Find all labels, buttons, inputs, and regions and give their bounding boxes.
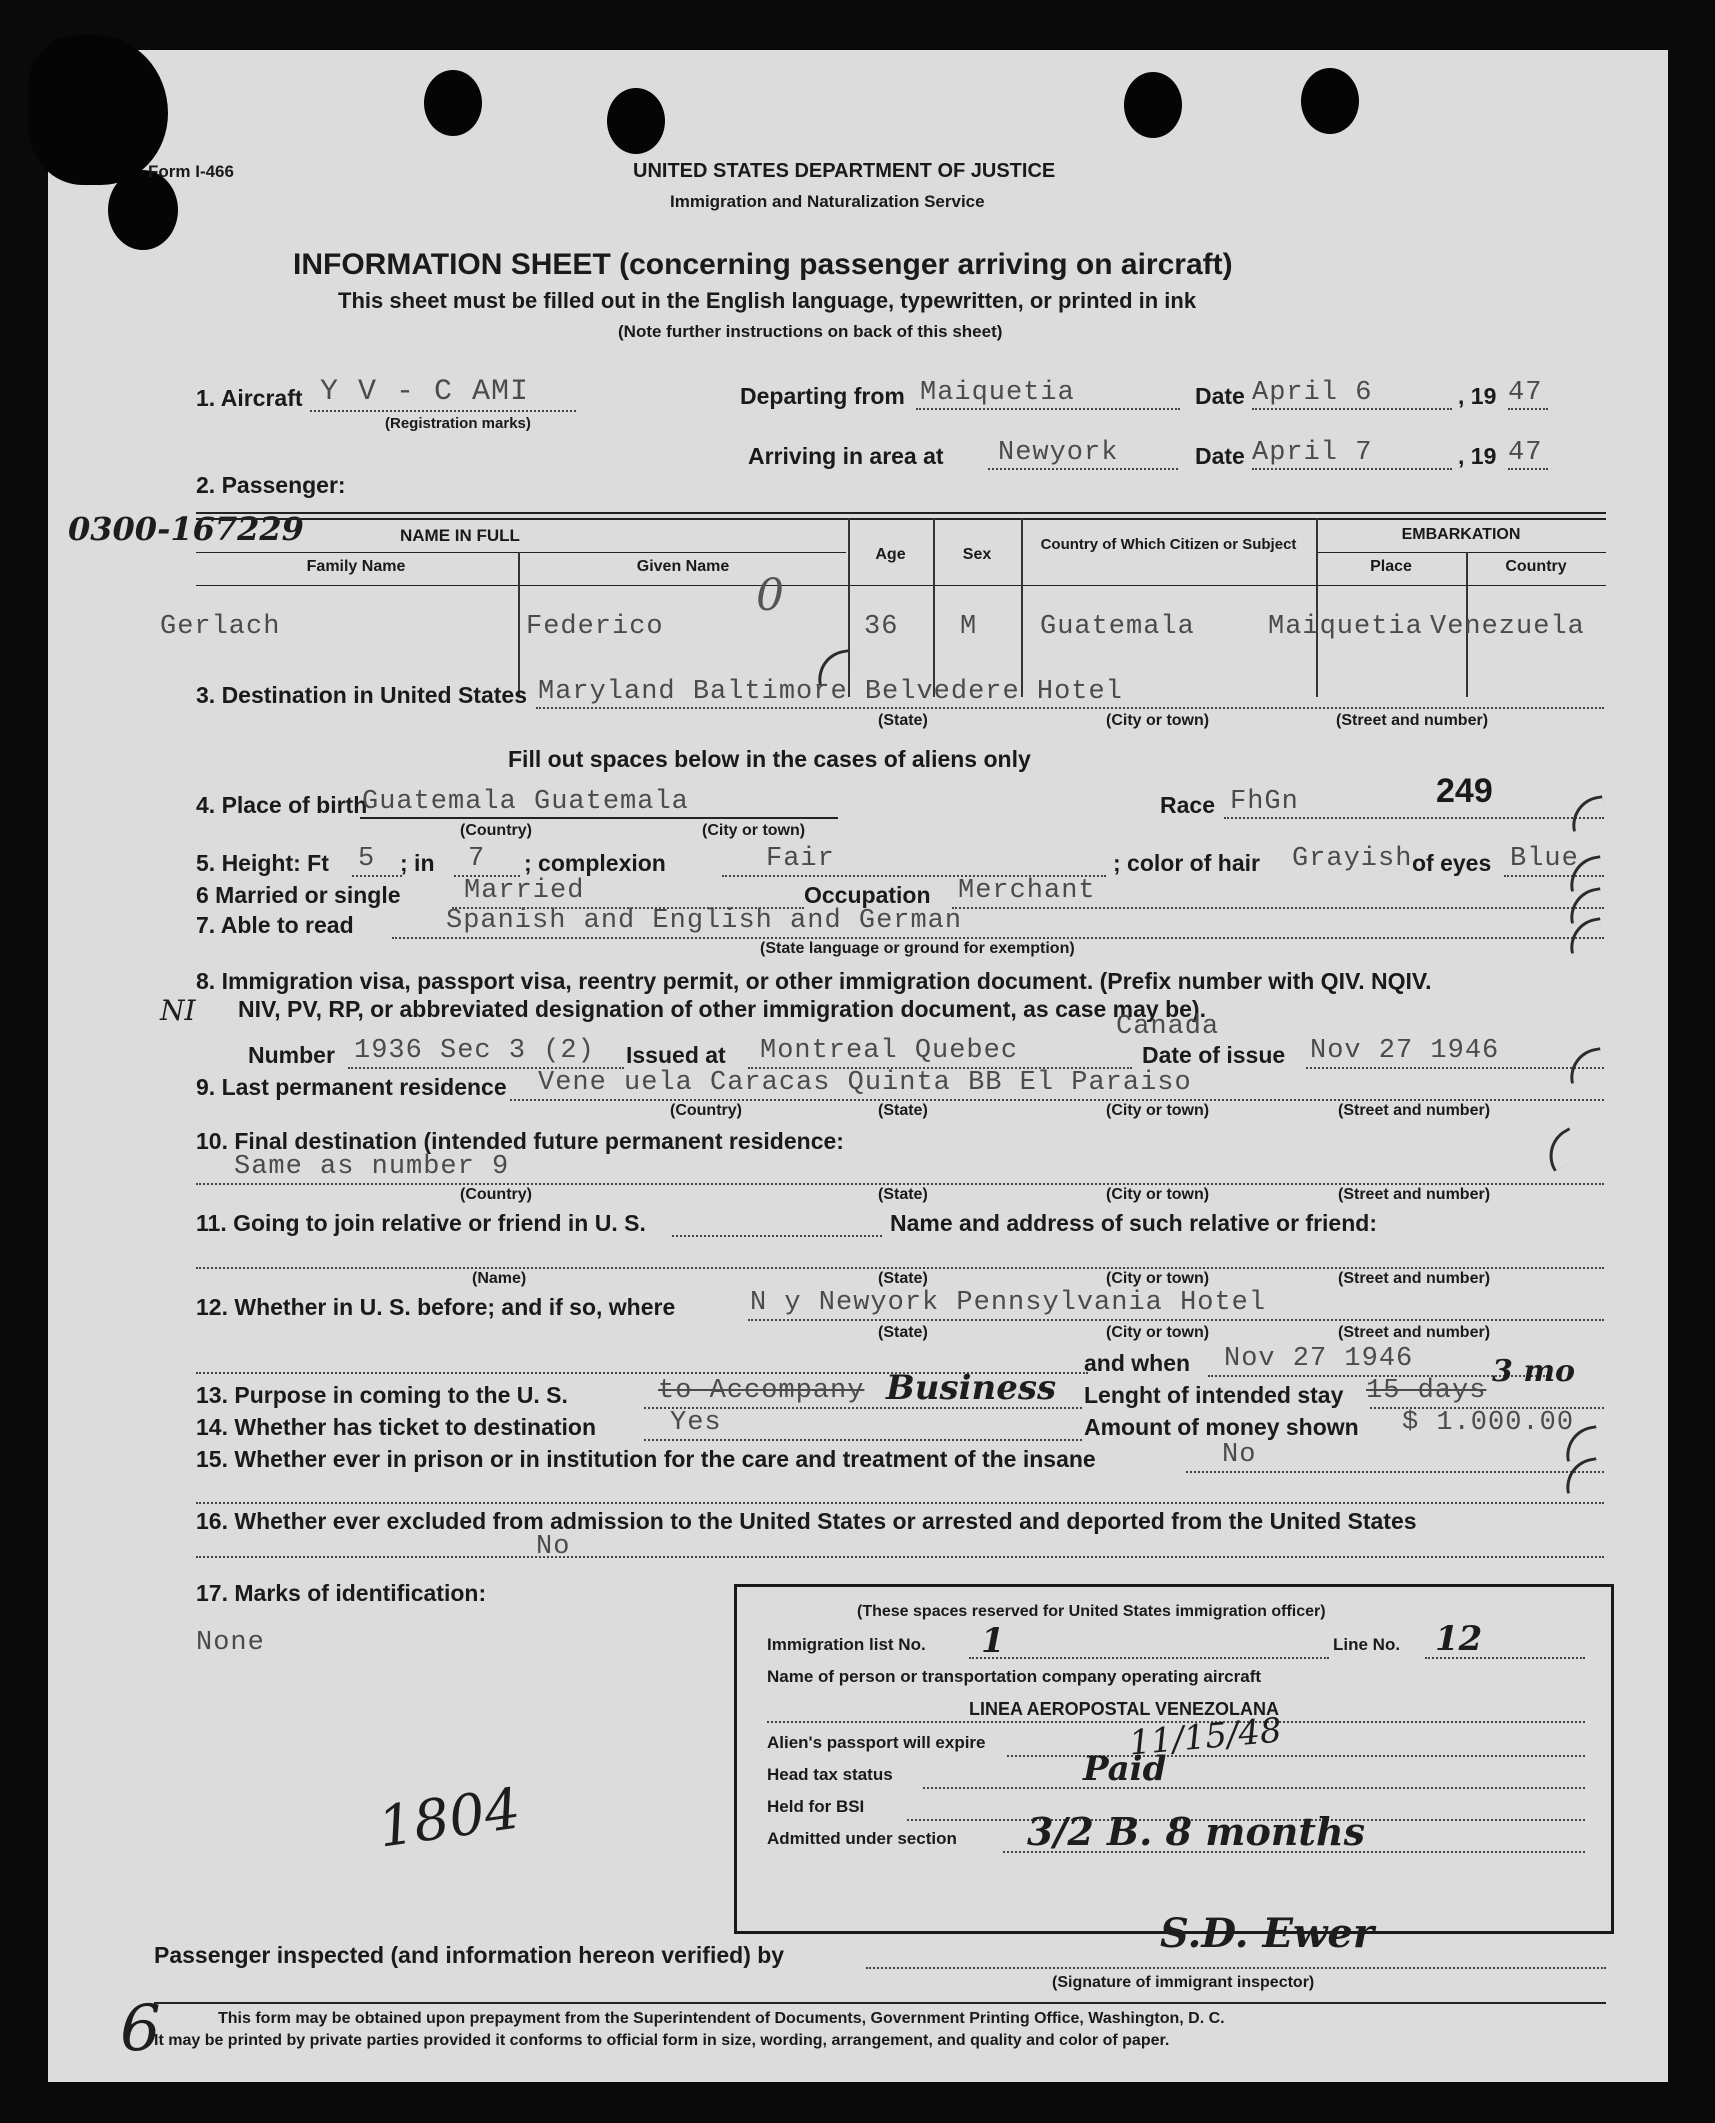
passenger-label: 2. Passenger:	[196, 472, 346, 498]
issued-value: Montreal Quebec	[760, 1036, 1019, 1066]
col-place: Place	[1370, 558, 1412, 575]
torn-corner	[28, 35, 168, 185]
relative-label: 11. Going to join relative or friend in U. S.	[196, 1210, 646, 1236]
family-name: Gerlach	[160, 612, 281, 642]
embarkation-country: Venezuela	[1430, 612, 1585, 642]
line-no: 12	[1435, 1619, 1483, 1659]
birth-country-sub: (Country)	[460, 822, 532, 839]
given-name: Federico	[526, 612, 664, 642]
inspector-signature: S.D. Ewer	[1160, 1910, 1374, 1957]
arriving-label: Arriving in area at	[748, 443, 944, 469]
bef-state-sub: (State)	[878, 1324, 928, 1341]
read-label: 7. Able to read	[196, 912, 354, 938]
passport-value: 11/15/48	[1127, 1710, 1284, 1764]
list-label: Immigration list No.	[767, 1635, 926, 1654]
col-embarkation: EMBARKATION	[1401, 526, 1521, 543]
departing-value: Maiquetia	[920, 378, 1075, 408]
aliens-heading: Fill out spaces below in the cases of aliens only	[508, 746, 1031, 772]
note: (Note further instructions on back of this sheet)	[618, 322, 1003, 341]
visa-line1: 8. Immigration visa, passport visa, reentry permit, or other immigration document. (Prefix number with QIV. NQIV.	[196, 968, 1432, 994]
col-emb-country: Country	[1505, 558, 1567, 575]
eyes-label: of eyes	[1412, 850, 1492, 876]
hand-number: 1804	[374, 1776, 525, 1861]
col-country: Country of Which Citizen or Subject	[1040, 536, 1297, 553]
punch-hole-1	[424, 70, 482, 136]
race-code: 249	[1436, 772, 1493, 810]
departing-label: Departing from	[740, 383, 905, 409]
arriving-value: Newyork	[998, 438, 1119, 468]
issue-date: Nov 27 1946	[1310, 1036, 1500, 1066]
fd-city-sub: (City or town)	[1106, 1186, 1210, 1203]
form-number: Form I-466	[148, 162, 234, 181]
number-label: Number	[248, 1042, 335, 1068]
officer-box	[734, 1584, 1614, 1934]
stay-typed: 15 days	[1366, 1376, 1487, 1406]
ticket-value: Yes	[670, 1408, 722, 1438]
birth-label: 4. Place of birth	[196, 792, 368, 818]
registration-sub: (Registration marks)	[385, 415, 531, 432]
married-label: 6 Married or single	[196, 882, 401, 908]
visa-line2: NIV, PV, RP, or abbreviated designation of other immigration document, as case may be).	[238, 996, 1206, 1022]
relative-name-label: Name and address of such relative or friend:	[890, 1210, 1377, 1236]
name-in-full: NAME IN FULL	[400, 526, 520, 545]
before-value: N y Newyork Pennsylvania Hotel	[750, 1288, 1267, 1318]
sex: M	[960, 612, 978, 642]
issued-label: Issued at	[626, 1042, 726, 1068]
res-city-sub: (City or town)	[1106, 1102, 1210, 1119]
footer-line1: This form may be obtained upon prepayment from the Superintendent of Documents, Government Printing Office, Washington, D. C.	[218, 2010, 1225, 2027]
birth-value: Guatemala Guatemala	[362, 787, 689, 817]
residence-value: Vene uela Caracas Quinta BB El Paraiso	[538, 1068, 1192, 1098]
list-no: 1	[981, 1621, 1005, 1661]
prison-value: No	[1222, 1440, 1257, 1470]
department: UNITED STATES DEPARTMENT OF JUSTICE	[633, 160, 1056, 182]
inches-label: ; in	[400, 850, 435, 876]
issued-country: Canada	[1116, 1012, 1220, 1042]
torn-corner-2	[108, 170, 178, 250]
rel-street-sub: (Street and number)	[1338, 1270, 1491, 1287]
hair-label: ; color of hair	[1113, 850, 1260, 876]
signature-sub: (Signature of immigrant inspector)	[1052, 1974, 1315, 1991]
aircraft-label: 1. Aircraft	[196, 385, 303, 411]
complexion-label: ; complexion	[524, 850, 666, 876]
rel-state-sub: (State)	[878, 1270, 928, 1287]
depart-year: 47	[1508, 378, 1543, 408]
residence-label: 9. Last permanent residence	[196, 1074, 507, 1100]
arrive-date: April 7	[1252, 438, 1373, 468]
issue-date-label: Date of issue	[1142, 1042, 1286, 1068]
purpose-typed: to Accompany	[658, 1376, 865, 1406]
punch-hole-4	[1301, 68, 1359, 134]
read-value: Spanish and English and German	[446, 906, 963, 936]
punch-hole-2	[607, 88, 665, 154]
rel-city-sub: (City or town)	[1106, 1270, 1210, 1287]
excluded-value: No	[536, 1532, 571, 1562]
res-country-sub: (Country)	[670, 1102, 742, 1119]
tax-value: Paid	[1083, 1749, 1167, 1789]
marks-label: 17. Marks of identification:	[196, 1580, 487, 1606]
read-sub: (State language or ground for exemption)	[760, 940, 1075, 957]
age: 36	[864, 612, 899, 642]
visa-prefix-hand: NI	[160, 994, 196, 1027]
passport-label: Alien's passport will expire	[767, 1733, 986, 1752]
section-value: 3/2 B. 8 months	[1027, 1809, 1365, 1854]
col-family: Family Name	[306, 558, 406, 575]
prison-label: 15. Whether ever in prison or in institution for the care and treatment of the insane	[196, 1446, 1096, 1472]
col-given: Given Name	[636, 558, 730, 575]
year-prefix-2: , 19	[1458, 443, 1497, 469]
section-label: Admitted under section	[767, 1829, 957, 1848]
height-in: 7	[468, 844, 486, 874]
purpose-label: 13. Purpose in coming to the U. S.	[196, 1382, 568, 1408]
embarkation-place: Maiquetia	[1268, 612, 1423, 642]
page-title: INFORMATION SHEET (concerning passenger arriving on aircraft)	[293, 248, 1233, 281]
bef-city-sub: (City or town)	[1106, 1324, 1210, 1341]
inspected-label: Passenger inspected (and information hereon verified) by	[154, 1942, 785, 1968]
when-label: and when	[1084, 1350, 1191, 1376]
depart-date: April 6	[1252, 378, 1373, 408]
col-sex: Sex	[962, 546, 992, 563]
married-value: Married	[464, 876, 585, 906]
dest-state-sub: (State)	[878, 712, 928, 729]
tax-label: Head tax status	[767, 1765, 893, 1784]
date-label-1: Date	[1195, 383, 1245, 409]
final-dest-value: Same as number 9	[234, 1152, 510, 1182]
company-label: Name of person or transportation company operating aircraft	[767, 1667, 1262, 1686]
form-sheet	[48, 50, 1668, 2082]
birth-city-sub: (City or town)	[702, 822, 806, 839]
company-value: LINEA AEROPOSTAL VENEZOLANA	[969, 1699, 1280, 1719]
race-value: FhGn	[1230, 787, 1299, 817]
purpose-hand: Business	[886, 1368, 1057, 1408]
when-value: Nov 27 1946	[1224, 1344, 1414, 1374]
occupation-label: Occupation	[804, 882, 931, 908]
col-age: Age	[875, 546, 906, 563]
date-label-2: Date	[1195, 443, 1245, 469]
before-label: 12. Whether in U. S. before; and if so, where	[196, 1294, 676, 1320]
instruction: This sheet must be filled out in the English language, typewritten, or printed in ink	[338, 288, 1197, 313]
visa-number: 1936 Sec 3 (2)	[354, 1036, 595, 1066]
destination-label: 3. Destination in United States	[196, 682, 527, 708]
line-label: Line No.	[1333, 1635, 1401, 1654]
aircraft-value: Y V - C AMI	[320, 375, 530, 409]
stay-label: Lenght of intended stay	[1084, 1382, 1344, 1408]
occupation-value: Merchant	[958, 876, 1096, 906]
fd-country-sub: (Country)	[460, 1186, 532, 1203]
height-ft: 5	[358, 844, 376, 874]
arrive-year: 47	[1508, 438, 1543, 468]
money-label: Amount of money shown	[1084, 1414, 1359, 1440]
marks-value: None	[196, 1628, 265, 1658]
citizenship: Guatemala	[1040, 612, 1195, 642]
destination-value: Maryland Baltimore Belvedere Hotel	[538, 677, 1123, 707]
stay-hand: 3 mo	[1492, 1354, 1576, 1389]
res-street-sub: (Street and number)	[1338, 1102, 1491, 1119]
ticket-label: 14. Whether has ticket to destination	[196, 1414, 597, 1440]
dest-city-sub: (City or town)	[1106, 712, 1210, 729]
file-number: 0300-167229	[68, 510, 304, 548]
complexion-value: Fair	[766, 844, 835, 874]
race-label: Race	[1160, 792, 1215, 818]
corner-mark: 6	[120, 1992, 161, 2066]
bsi-label: Held for BSI	[767, 1797, 865, 1816]
fd-street-sub: (Street and number)	[1338, 1186, 1491, 1203]
service: Immigration and Naturalization Service	[670, 192, 985, 211]
punch-hole-3	[1124, 72, 1182, 138]
hair-value: Grayish	[1292, 844, 1413, 874]
fd-state-sub: (State)	[878, 1186, 928, 1203]
res-state-sub: (State)	[878, 1102, 928, 1119]
footer-line2: It may be printed by private parties provided it conforms to official form in size, wording, arrangement, and quality and color of paper.	[154, 2032, 1170, 2049]
excluded-label: 16. Whether ever excluded from admission to the United States or arrested and deported from the United States	[196, 1508, 1417, 1534]
eyes-value: Blue	[1510, 844, 1579, 874]
rel-name-sub: (Name)	[472, 1270, 527, 1287]
bef-street-sub: (Street and number)	[1338, 1324, 1491, 1341]
dest-street-sub: (Street and number)	[1336, 712, 1489, 729]
money-value: $ 1.000.00	[1402, 1408, 1575, 1438]
height-label: 5. Height: Ft	[196, 850, 329, 876]
officer-title: (These spaces reserved for United States immigration officer)	[857, 1603, 1326, 1620]
final-dest-label: 10. Final destination (intended future permanent residence:	[196, 1128, 844, 1154]
given-mark: 0	[756, 570, 784, 621]
year-prefix-1: , 19	[1458, 383, 1497, 409]
